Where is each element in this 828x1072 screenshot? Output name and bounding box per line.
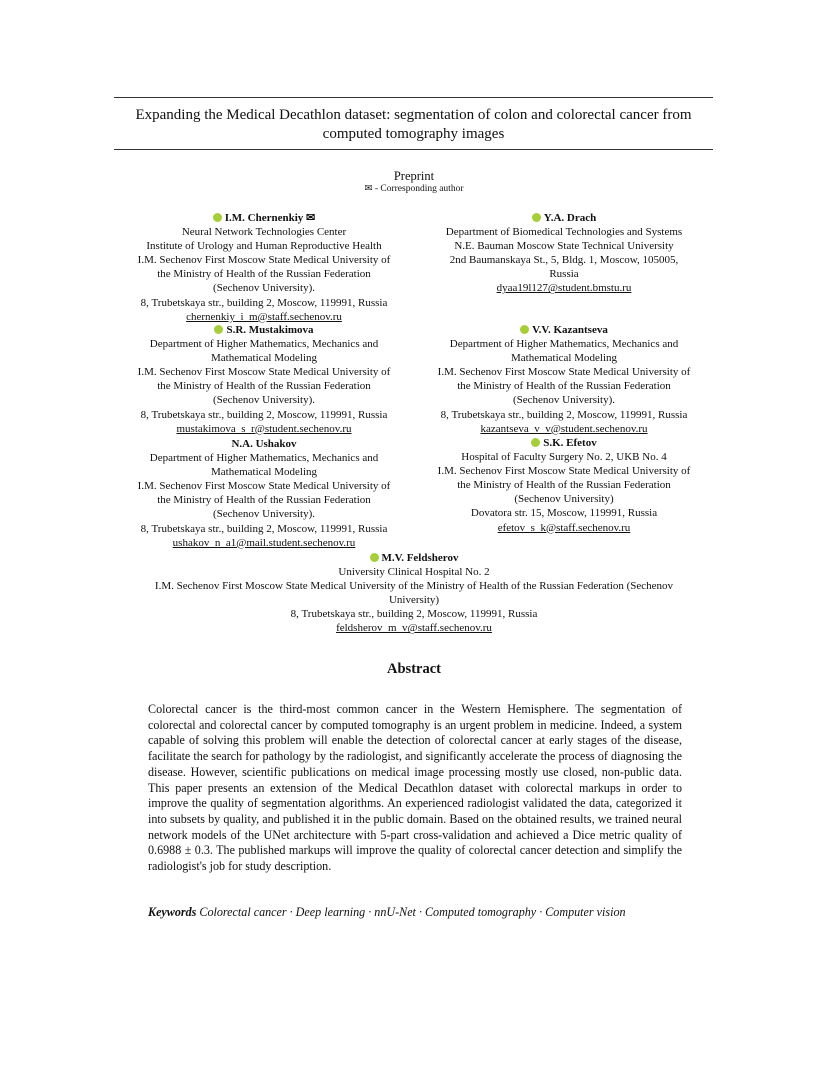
author-affiliation-line: I.M. Sechenov First Moscow State Medical University of xyxy=(137,366,391,379)
author-affiliation-line: 8, Trubetskaya str., building 2, Moscow, 119991, Russia xyxy=(290,608,538,621)
author-affiliation-line: 8, Trubetskaya str., building 2, Moscow, 119991, Russia xyxy=(440,408,688,421)
author-affiliation-line: Neural Network Technologies Center xyxy=(181,226,347,239)
author-affiliation-line: (Sechenov University). xyxy=(212,282,316,295)
author-email-link[interactable]: feldsherov_m_v@staff.sechenov.ru xyxy=(336,622,492,635)
author-affiliation-line: 8, Trubetskaya str., building 2, Moscow, 119991, Russia xyxy=(140,296,388,309)
author-affiliation-line: the Ministry of Health of the Russian Federation xyxy=(157,268,371,281)
author-affiliation-line: 2nd Baumanskaya St., 5, Bldg. 1, Moscow, 105005, xyxy=(449,254,679,267)
author-block xyxy=(110,323,418,436)
author-affiliation-line: the Ministry of Health of the Russian Federation xyxy=(157,494,371,507)
orcid-icon[interactable] xyxy=(532,213,541,222)
author-affiliation-line: I.M. Sechenov First Moscow State Medical University of xyxy=(137,480,391,493)
author-email-link[interactable]: kazantseva_v_v@student.sechenov.ru xyxy=(480,422,648,435)
author-name: V.V. Kazantseva xyxy=(413,323,715,337)
author-block xyxy=(413,436,715,535)
author-affiliation-line: Mathematical Modeling xyxy=(511,352,617,365)
author-affiliation-line: Institute of Urology and Human Reproductive Health xyxy=(146,240,382,253)
author-block xyxy=(114,551,714,636)
abstract-heading: Abstract xyxy=(387,661,441,677)
author-name: N.A. Ushakov xyxy=(231,438,297,450)
orcid-icon[interactable] xyxy=(213,213,222,222)
corresponding-author-note: ✉ - Corresponding author xyxy=(364,184,464,194)
author-affiliation-line: (Sechenov University). xyxy=(212,394,316,407)
author-affiliation-line: Mathematical Modeling xyxy=(211,352,317,365)
author-affiliation-line: I.M. Sechenov First Moscow State Medical University of xyxy=(437,465,691,478)
author-affiliation-line: University) xyxy=(388,594,440,607)
author-email-link[interactable]: chernenkiy_i_m@staff.sechenov.ru xyxy=(186,310,342,323)
orcid-icon[interactable] xyxy=(531,438,540,447)
author-affiliation-line: Russia xyxy=(549,268,579,281)
title-top-rule xyxy=(114,97,713,98)
author-affiliation-line: Department of Higher Mathematics, Mechanics and xyxy=(449,338,679,351)
author-email-link[interactable]: efetov_s_k@staff.sechenov.ru xyxy=(497,521,631,534)
author-name: I.M. Chernenkiy ✉ xyxy=(110,211,418,225)
author-affiliation-line: the Ministry of Health of the Russian Federation xyxy=(157,380,371,393)
author-affiliation-line: (Sechenov University). xyxy=(512,394,616,407)
author-affiliation-line: 8, Trubetskaya str., building 2, Moscow, 119991, Russia xyxy=(140,408,388,421)
author-block xyxy=(110,437,418,550)
author-email-link[interactable]: ushakov_n_a1@mail.student.sechenov.ru xyxy=(172,536,356,549)
author-affiliation-line: Department of Biomedical Technologies and Systems xyxy=(445,226,683,239)
author-affiliation-line: (Sechenov University) xyxy=(514,493,614,506)
title-bottom-rule xyxy=(114,149,713,150)
orcid-icon[interactable] xyxy=(214,325,223,334)
keywords-text: Colorectal cancer · Deep learning · nnU-Net · Computed tomography · Computer vision xyxy=(196,905,626,919)
author-affiliation-line: University Clinical Hospital No. 2 xyxy=(338,566,490,579)
keywords-label: Keywords xyxy=(148,905,197,919)
abstract-text: Colorectal cancer is the third-most common cancer in the Western Hemisphere. The segmentation of colorectal and colorectal cancer by computed tomography is an urgent problem in medicine. Indeed, a system capable of solving this problem will enable the detection of colorectal cancer at early stages of the disease, facilitate the search for pathology by the radiologist, and significantly accelerate the process of diagnosing the disease. However, scientific publications on medical image processing mostly use closed, non-public data. This paper presents an extension of the Medical Decathlon dataset with colorectal markups in order to improve the quality of segmentation algorithms. An experienced radiologist validated the data, categorized it into subsets by quality, and published it in the public domain. Based on the obtained results, we trained neural network models of the UNet architecture with 5-part cross-validation and achieved a Dice metric quality of 0.6988 ± 0.3. The published markups will improve the quality of colorectal cancer detection and simplify the radiologist's job for study description. xyxy=(148,702,682,874)
author-block xyxy=(413,323,715,436)
preprint-label: Preprint xyxy=(393,169,435,183)
author-affiliation-line: N.E. Bauman Moscow State Technical University xyxy=(454,240,674,253)
author-affiliation-line: Department of Higher Mathematics, Mechanics and xyxy=(149,452,379,465)
orcid-icon[interactable] xyxy=(370,553,379,562)
author-name: S.K. Efetov xyxy=(413,436,715,450)
author-affiliation-line: Hospital of Faculty Surgery No. 2, UKB No. 4 xyxy=(461,451,667,464)
author-affiliation-line: Mathematical Modeling xyxy=(211,466,317,479)
author-name: S.R. Mustakimova xyxy=(110,323,418,337)
keywords-line xyxy=(148,904,682,921)
author-block xyxy=(110,211,418,324)
author-email-link[interactable]: dyaa19l127@student.bmstu.ru xyxy=(496,282,632,295)
author-affiliation-line: (Sechenov University). xyxy=(212,508,316,521)
author-affiliation-line: I.M. Sechenov First Moscow State Medical University of xyxy=(137,254,391,267)
author-affiliation-line: 8, Trubetskaya str., building 2, Moscow, 119991, Russia xyxy=(140,522,388,535)
author-name: Y.A. Drach xyxy=(413,211,715,225)
author-affiliation-line: the Ministry of Health of the Russian Federation xyxy=(457,479,671,492)
orcid-icon[interactable] xyxy=(520,325,529,334)
author-affiliation-line: I.M. Sechenov First Moscow State Medical University of the Ministry of Health of the Russian Federation (Sechenov xyxy=(154,580,674,593)
paper-title: Expanding the Medical Decathlon dataset: segmentation of colon and colorectal cancer from computed tomography images xyxy=(135,107,692,142)
author-name: M.V. Feldsherov xyxy=(114,551,714,565)
author-block xyxy=(413,211,715,296)
author-email-link[interactable]: mustakimova_s_r@student.sechenov.ru xyxy=(176,422,352,435)
author-affiliation-line: the Ministry of Health of the Russian Federation xyxy=(457,380,671,393)
author-affiliation-line: I.M. Sechenov First Moscow State Medical University of xyxy=(437,366,691,379)
author-affiliation-line: Department of Higher Mathematics, Mechanics and xyxy=(149,338,379,351)
author-affiliation-line: Dovatora str. 15, Moscow, 119991, Russia xyxy=(470,507,658,520)
